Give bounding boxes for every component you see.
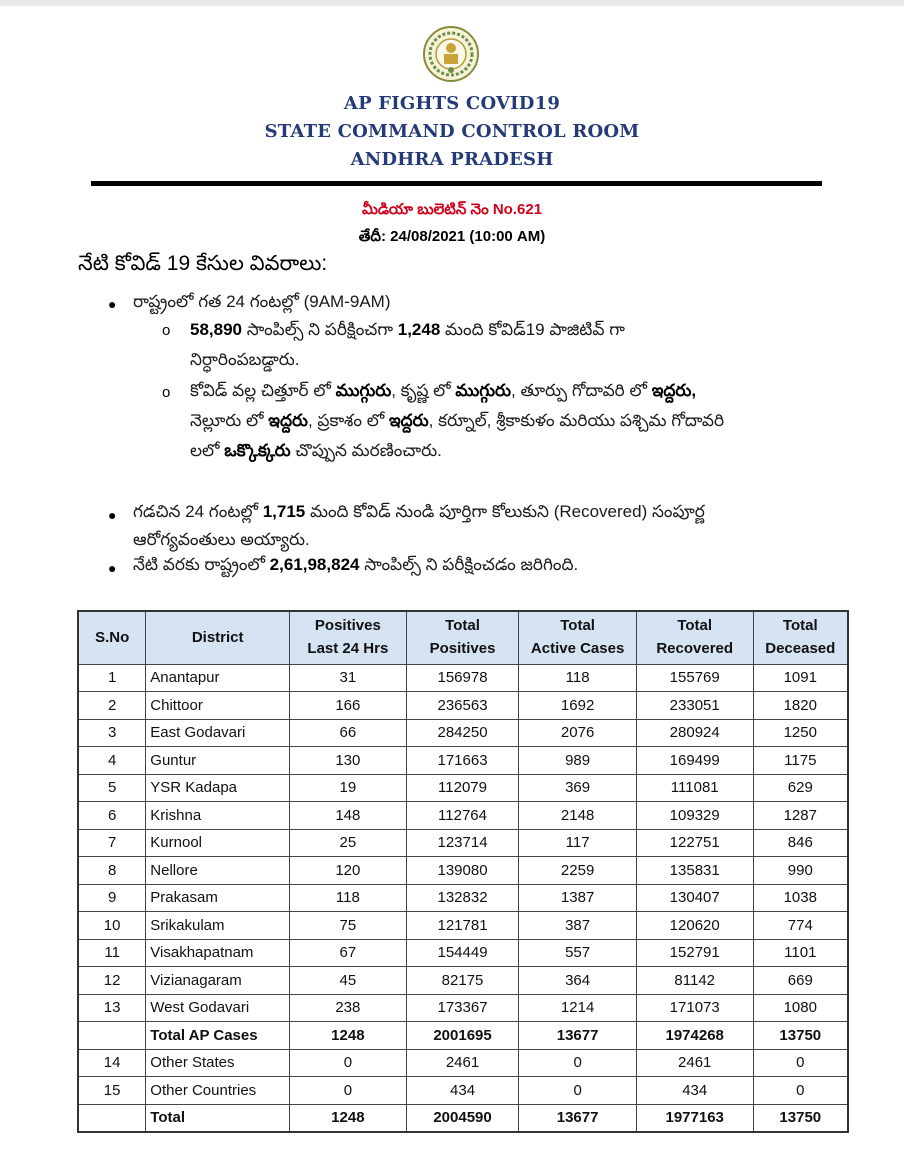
recovered-count: 1,715 [262, 502, 306, 521]
cell-total-positives: 156978 [406, 664, 519, 692]
table-row [78, 747, 848, 775]
cell-positives-24h: 0 [290, 1077, 407, 1105]
header-divider [91, 181, 822, 186]
cell-deceased: 1287 [753, 802, 848, 830]
cell-deceased: 1820 [753, 692, 848, 720]
sub-bullet-icon: o [162, 322, 171, 339]
cell-recovered: 155769 [636, 664, 753, 692]
cell-sno: 9 [78, 884, 146, 912]
andhra-pradesh-emblem-icon [422, 24, 480, 88]
cell-sno: 1 [78, 664, 146, 692]
cell-district: Total AP Cases [146, 1022, 290, 1050]
text: చొప్పున మరణించారు. [290, 441, 442, 460]
cell-recovered: 2461 [636, 1049, 753, 1077]
cell-active-cases: 369 [519, 774, 636, 802]
header-text: Positives [429, 639, 496, 657]
cell-sno: 8 [78, 857, 146, 885]
cell-sno: 7 [78, 829, 146, 857]
sub-bullet-2-line-1 [190, 381, 696, 405]
cell-district: YSR Kadapa [146, 774, 290, 802]
bullet-icon: ● [108, 560, 117, 576]
cell-total-positives: 112764 [406, 802, 519, 830]
text: , తూర్పు గోదావరి లో [511, 381, 652, 400]
cell-total-positives: 284250 [406, 719, 519, 747]
cell-total-positives: 173367 [406, 994, 519, 1022]
cell-recovered: 152791 [636, 939, 753, 967]
cell-recovered: 109329 [636, 802, 753, 830]
cell-positives-24h: 1248 [290, 1022, 407, 1050]
table-row [78, 939, 848, 967]
cell-sno: 12 [78, 967, 146, 995]
cell-recovered: 135831 [636, 857, 753, 885]
table-row [78, 802, 848, 830]
cell-active-cases: 989 [519, 747, 636, 775]
header-text: S.No [95, 628, 130, 646]
table-row [78, 829, 848, 857]
text: , కృష్ణ లో [391, 381, 456, 400]
cell-positives-24h: 31 [290, 664, 407, 692]
cell-recovered: 1974268 [636, 1022, 753, 1050]
sub-bullet-1-line-1 [190, 320, 625, 344]
text: నెల్లూరు లో [190, 411, 269, 430]
district-cases-table [77, 610, 849, 1133]
cell-active-cases: 0 [519, 1077, 636, 1105]
cell-recovered: 280924 [636, 719, 753, 747]
sub-bullet-1-line-2: నిర్ధారింపబడ్డారు. [190, 350, 300, 369]
col-header-sno [78, 611, 146, 664]
cell-district: Chittoor [146, 692, 290, 720]
cell-positives-24h: 130 [290, 747, 407, 775]
bullet-3-text [133, 555, 578, 579]
cell-positives-24h: 66 [290, 719, 407, 747]
cell-deceased: 1250 [753, 719, 848, 747]
text: , కర్నూల్, శ్రీకాకుళం మరియు పశ్చిమ గోదావరి [428, 411, 725, 430]
count: ఇద్దరు [388, 411, 429, 430]
col-header-deceased [753, 611, 848, 664]
cell-positives-24h: 166 [290, 692, 407, 720]
cell-active-cases: 2076 [519, 719, 636, 747]
text: సాంపిల్స్ ని పరీక్షించడం జరిగింది. [359, 555, 579, 574]
header-text: Active Cases [530, 639, 625, 657]
cell-deceased: 13750 [753, 1104, 848, 1132]
cell-positives-24h: 118 [290, 884, 407, 912]
bulletin-date [0, 228, 904, 249]
cell-sno: 15 [78, 1077, 146, 1105]
cell-positives-24h: 19 [290, 774, 407, 802]
cell-sno [78, 1022, 146, 1050]
cell-district: Other States [146, 1049, 290, 1077]
cell-recovered: 130407 [636, 884, 753, 912]
date-value: : 24/08/2021 (10:00 AM) [381, 228, 546, 245]
cell-positives-24h: 1248 [290, 1104, 407, 1132]
cell-positives-24h: 75 [290, 912, 407, 940]
cell-positives-24h: 0 [290, 1049, 407, 1077]
cell-recovered: 434 [636, 1077, 753, 1105]
table-row [78, 1022, 848, 1050]
text: మంది కోవిడ్19 పాజిటివ్ గా [440, 320, 625, 339]
cell-total-positives: 132832 [406, 884, 519, 912]
cell-sno: 13 [78, 994, 146, 1022]
cell-active-cases: 117 [519, 829, 636, 857]
cell-recovered: 81142 [636, 967, 753, 995]
cell-deceased: 0 [753, 1049, 848, 1077]
table-row [78, 857, 848, 885]
table-row [78, 967, 848, 995]
col-header-total-positives [406, 611, 519, 664]
text: నేటి వరకు రాష్ట్రంలో [133, 555, 270, 574]
cell-positives-24h: 25 [290, 829, 407, 857]
sub-bullet-icon: o [162, 384, 171, 401]
bullet-1-text: రాష్ట్రంలో గత 24 గంటల్లో (9AM-9AM) [133, 292, 391, 311]
cell-recovered: 1977163 [636, 1104, 753, 1132]
text: గడచిన 24 గంటల్లో [133, 502, 263, 521]
table-row [78, 1049, 848, 1077]
cell-total-positives: 236563 [406, 692, 519, 720]
cell-total-positives: 123714 [406, 829, 519, 857]
cell-active-cases: 13677 [519, 1022, 636, 1050]
cell-active-cases: 387 [519, 912, 636, 940]
cell-deceased: 990 [753, 857, 848, 885]
count: ఒక్కొక్కరు [224, 441, 291, 460]
table-row [78, 884, 848, 912]
cell-district: Prakasam [146, 884, 290, 912]
cell-deceased: 846 [753, 829, 848, 857]
header-text: Total [445, 617, 480, 635]
cell-total-positives: 2004590 [406, 1104, 519, 1132]
header-text: Total [677, 617, 713, 635]
cell-total-positives: 154449 [406, 939, 519, 967]
date-label: తేదీ [358, 228, 381, 245]
cell-active-cases: 364 [519, 967, 636, 995]
cell-total-positives: 2001695 [406, 1022, 519, 1050]
table-header-row [78, 611, 848, 664]
cell-sno: 5 [78, 774, 146, 802]
header-line-1: AP FIGHTS COVID19 [343, 93, 561, 114]
cell-total-positives: 434 [406, 1077, 519, 1105]
text: కోవిడ్ వల్ల చిత్తూర్ లో [190, 381, 336, 400]
cell-positives-24h: 45 [290, 967, 407, 995]
cell-total-positives: 139080 [406, 857, 519, 885]
cell-recovered: 111081 [636, 774, 753, 802]
cell-active-cases: 2148 [519, 802, 636, 830]
header-text: Deceased [765, 639, 836, 657]
cell-district: Visakhapatnam [146, 939, 290, 967]
table-row [78, 719, 848, 747]
cell-active-cases: 557 [519, 939, 636, 967]
table-row [78, 1077, 848, 1105]
col-header-active-cases [519, 611, 636, 664]
cell-deceased: 669 [753, 967, 848, 995]
cell-sno: 14 [78, 1049, 146, 1077]
header-line-3: ANDHRA PRADESH [350, 149, 554, 170]
col-header-recovered [636, 611, 753, 664]
page-title: నేటి కోవిడ్ 19 కేసుల వివరాలు: [78, 252, 328, 275]
cell-total-positives: 112079 [406, 774, 519, 802]
header-text: Total [782, 617, 818, 635]
table-row [78, 664, 848, 692]
header-text: Positives [314, 617, 381, 635]
table-row [78, 692, 848, 720]
cell-sno [78, 1104, 146, 1132]
cell-active-cases: 1214 [519, 994, 636, 1022]
cell-district: Krishna [146, 802, 290, 830]
cell-recovered: 122751 [636, 829, 753, 857]
sub-bullet-2-line-2 [190, 411, 724, 435]
cell-recovered: 233051 [636, 692, 753, 720]
cell-district: West Godavari [146, 994, 290, 1022]
cell-district: Anantapur [146, 664, 290, 692]
cell-positives-24h: 148 [290, 802, 407, 830]
cell-deceased: 1091 [753, 664, 848, 692]
cell-positives-24h: 67 [290, 939, 407, 967]
header-text: Total [560, 617, 595, 635]
cell-recovered: 120620 [636, 912, 753, 940]
count: ఇద్దరు [651, 381, 692, 400]
cell-sno: 10 [78, 912, 146, 940]
header-text: Last 24 Hrs [307, 639, 389, 657]
bulletin-number: మీడియా బులెటిన్ నెం No.621 [361, 201, 543, 218]
cell-district: Vizianagaram [146, 967, 290, 995]
cell-active-cases: 118 [519, 664, 636, 692]
cell-district: Total [146, 1104, 290, 1132]
top-strip [0, 0, 904, 6]
cell-sno: 11 [78, 939, 146, 967]
text: , [691, 381, 697, 400]
cell-total-positives: 171663 [406, 747, 519, 775]
cell-deceased: 1101 [753, 939, 848, 967]
cell-sno: 2 [78, 692, 146, 720]
samples-count: 58,890 [190, 320, 242, 339]
cell-district: Guntur [146, 747, 290, 775]
cell-deceased: 774 [753, 912, 848, 940]
cell-deceased: 13750 [753, 1022, 848, 1050]
sub-bullet-2-line-3 [190, 441, 442, 465]
cell-total-positives: 82175 [406, 967, 519, 995]
table-row [78, 774, 848, 802]
cell-district: Kurnool [146, 829, 290, 857]
bullet-icon: ● [108, 507, 117, 523]
table-body [78, 664, 848, 1132]
col-header-positives-24h [290, 611, 407, 664]
header-text: District [191, 628, 244, 646]
cell-active-cases: 2259 [519, 857, 636, 885]
text: మంది కోవిడ్ నుండి పూర్తిగా కోలుకుని (Recovered) సంపూర్ణ [305, 502, 705, 521]
total-samples: 2,61,98,824 [269, 555, 360, 574]
cell-deceased: 0 [753, 1077, 848, 1105]
cell-district: East Godavari [146, 719, 290, 747]
cell-positives-24h: 238 [290, 994, 407, 1022]
cell-total-positives: 2461 [406, 1049, 519, 1077]
count: ముగ్గురు [335, 381, 392, 400]
table-row [78, 994, 848, 1022]
count: ఇద్దరు [268, 411, 308, 430]
cell-active-cases: 13677 [519, 1104, 636, 1132]
header-text: Recovered [656, 639, 734, 657]
bullet-2-line-2: ఆరోగ్యవంతులు అయ్యారు. [133, 530, 310, 549]
col-header-district [146, 611, 290, 664]
cell-district: Nellore [146, 857, 290, 885]
cell-recovered: 169499 [636, 747, 753, 775]
cell-deceased: 1080 [753, 994, 848, 1022]
bullet-2-line-1 [133, 502, 705, 526]
cell-sno: 4 [78, 747, 146, 775]
positives-count: 1,248 [397, 320, 441, 339]
table-row [78, 912, 848, 940]
text: , ప్రకాశం లో [307, 411, 389, 430]
text: సాంపిల్స్ ని పరీక్షించగా [242, 320, 398, 339]
cell-active-cases: 0 [519, 1049, 636, 1077]
text: లలో [190, 441, 225, 460]
cell-active-cases: 1692 [519, 692, 636, 720]
cell-district: Srikakulam [146, 912, 290, 940]
cell-recovered: 171073 [636, 994, 753, 1022]
cell-sno: 3 [78, 719, 146, 747]
cell-deceased: 1175 [753, 747, 848, 775]
table-row [78, 1104, 848, 1132]
bullet-icon: ● [108, 296, 117, 312]
cell-deceased: 1038 [753, 884, 848, 912]
header-line-2: STATE COMMAND CONTROL ROOM [264, 121, 640, 142]
cell-deceased: 629 [753, 774, 848, 802]
cell-active-cases: 1387 [519, 884, 636, 912]
cell-total-positives: 121781 [406, 912, 519, 940]
cell-positives-24h: 120 [290, 857, 407, 885]
cell-sno: 6 [78, 802, 146, 830]
count: ముగ్గురు [455, 381, 512, 400]
cell-district: Other Countries [146, 1077, 290, 1105]
